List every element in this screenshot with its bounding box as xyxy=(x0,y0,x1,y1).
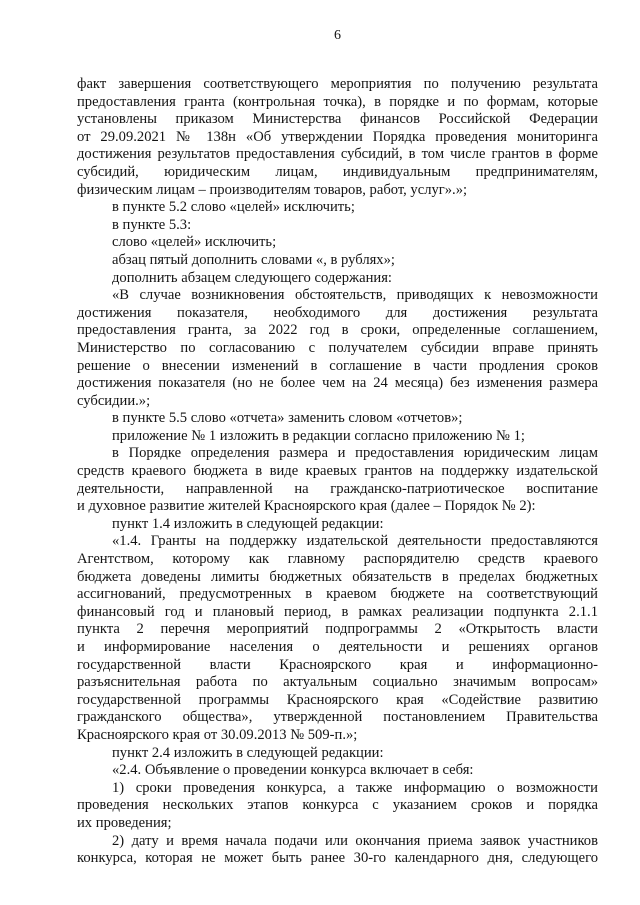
text-line: Министерство по согласованию с получателем субсидии вправе принять xyxy=(77,339,598,356)
text-line: средств краевого бюджета в виде краевых грантов на поддержку издательской xyxy=(77,463,598,480)
text-line: 1) сроки проведения конкурса, а также информацию о возможности xyxy=(112,779,598,796)
text-line: решение о внесении изменений в соглашение в части продления сроков xyxy=(77,357,598,374)
text-line: «1.4. Гранты на поддержку издательской деятельности предоставляются xyxy=(112,533,598,550)
text-line: гражданского общества», утвержденной постановлением Правительства xyxy=(77,709,598,726)
text-line: достижения результатов предоставления субсидий, в том числе грантов в форме xyxy=(77,146,598,163)
text-line: их проведения; xyxy=(77,814,172,831)
page-number: 6 xyxy=(334,28,341,43)
text-line: в пункте 5.5 слово «отчета» заменить словом «отчетов»; xyxy=(112,410,463,427)
text-line: в Порядке определения размера и предоставления юридическим лицам xyxy=(112,445,598,462)
text-line: дополнить абзацем следующего содержания: xyxy=(112,269,392,286)
text-line: от 29.09.2021 № 138н «Об утверждении Порядка проведения мониторинга xyxy=(77,128,598,145)
text-line: проведения нескольких этапов конкурса с указанием сроков и порядка xyxy=(77,797,598,814)
text-line: «2.4. Объявление о проведении конкурса включает в себя: xyxy=(112,762,474,779)
text-line: 2) дату и время начала подачи или окончания приема заявок участников xyxy=(112,832,598,849)
text-line: финансовый год и плановый период, в рамках реализации подпункта 2.1.1 xyxy=(77,603,598,620)
text-line: абзац пятый дополнить словами «, в рублях»; xyxy=(112,251,395,268)
text-line: слово «целей» исключить; xyxy=(112,234,277,251)
document-body xyxy=(77,76,598,868)
text-line: Красноярского края от 30.09.2013 № 509-п.»; xyxy=(77,726,358,743)
text-line: субсидий, юридическим лицам, индивидуальным предпринимателям, xyxy=(77,163,598,180)
text-line: Агентством, которому как главному распорядителю средств краевого xyxy=(77,551,598,568)
text-line: ассигнований, предусмотренных в краевом бюджете на соответствующий xyxy=(77,586,598,603)
text-line: пункта 2 перечня мероприятий подпрограммы 2 «Открытость власти xyxy=(77,621,598,638)
text-line: разъяснительная работа по актуальным социально значимым вопросам» xyxy=(77,674,598,691)
text-line: в пункте 5.3: xyxy=(112,216,192,233)
text-line: государственной программы Красноярского края «Содействие развитию xyxy=(77,691,598,708)
text-line: субсидии.»; xyxy=(77,392,151,409)
text-line: «В случае возникновения обстоятельств, приводящих к невозможности xyxy=(112,287,598,304)
text-line: бюджета доведены лимиты бюджетных обязательств в пределах бюджетных xyxy=(77,568,598,585)
text-line: достижения показателя (но не более чем на 24 месяца) без изменения размера xyxy=(77,375,598,392)
text-line: установлены приказом Министерства финансов Российской Федерации xyxy=(77,111,598,128)
text-line: факт завершения соответствующего мероприятия по получению результата xyxy=(77,76,598,92)
text-line: государственной власти Красноярского края и информационно- xyxy=(77,656,598,673)
text-line: предоставления гранта (контрольная точка), в порядке и по формам, которые xyxy=(77,93,598,110)
text-line: деятельности, направленной на гражданско-патриотическое воспитание xyxy=(77,480,598,497)
text-line: предоставления гранта, за 2022 год в сроки, определенные соглашением, xyxy=(77,322,598,339)
text-line: достижения показателя, необходимого для достижения результата xyxy=(77,304,598,321)
text-line: физическим лицам – производителям товаров, работ, услуг».»; xyxy=(77,181,468,198)
text-line: пункт 1.4 изложить в следующей редакции: xyxy=(112,515,384,532)
text-line: конкурса, которая не может быть ранее 30-го календарного дня, следующего xyxy=(77,850,598,867)
text-line: в пункте 5.2 слово «целей» исключить; xyxy=(112,199,355,216)
text-line: и духовное развитие жителей Красноярского края (далее – Порядок № 2): xyxy=(77,498,536,515)
text-line: и информирование населения о деятельности и решениях органов xyxy=(77,639,598,655)
text-line: пункт 2.4 изложить в следующей редакции: xyxy=(112,744,384,761)
text-line: приложение № 1 изложить в редакции согласно приложению № 1; xyxy=(112,427,525,444)
